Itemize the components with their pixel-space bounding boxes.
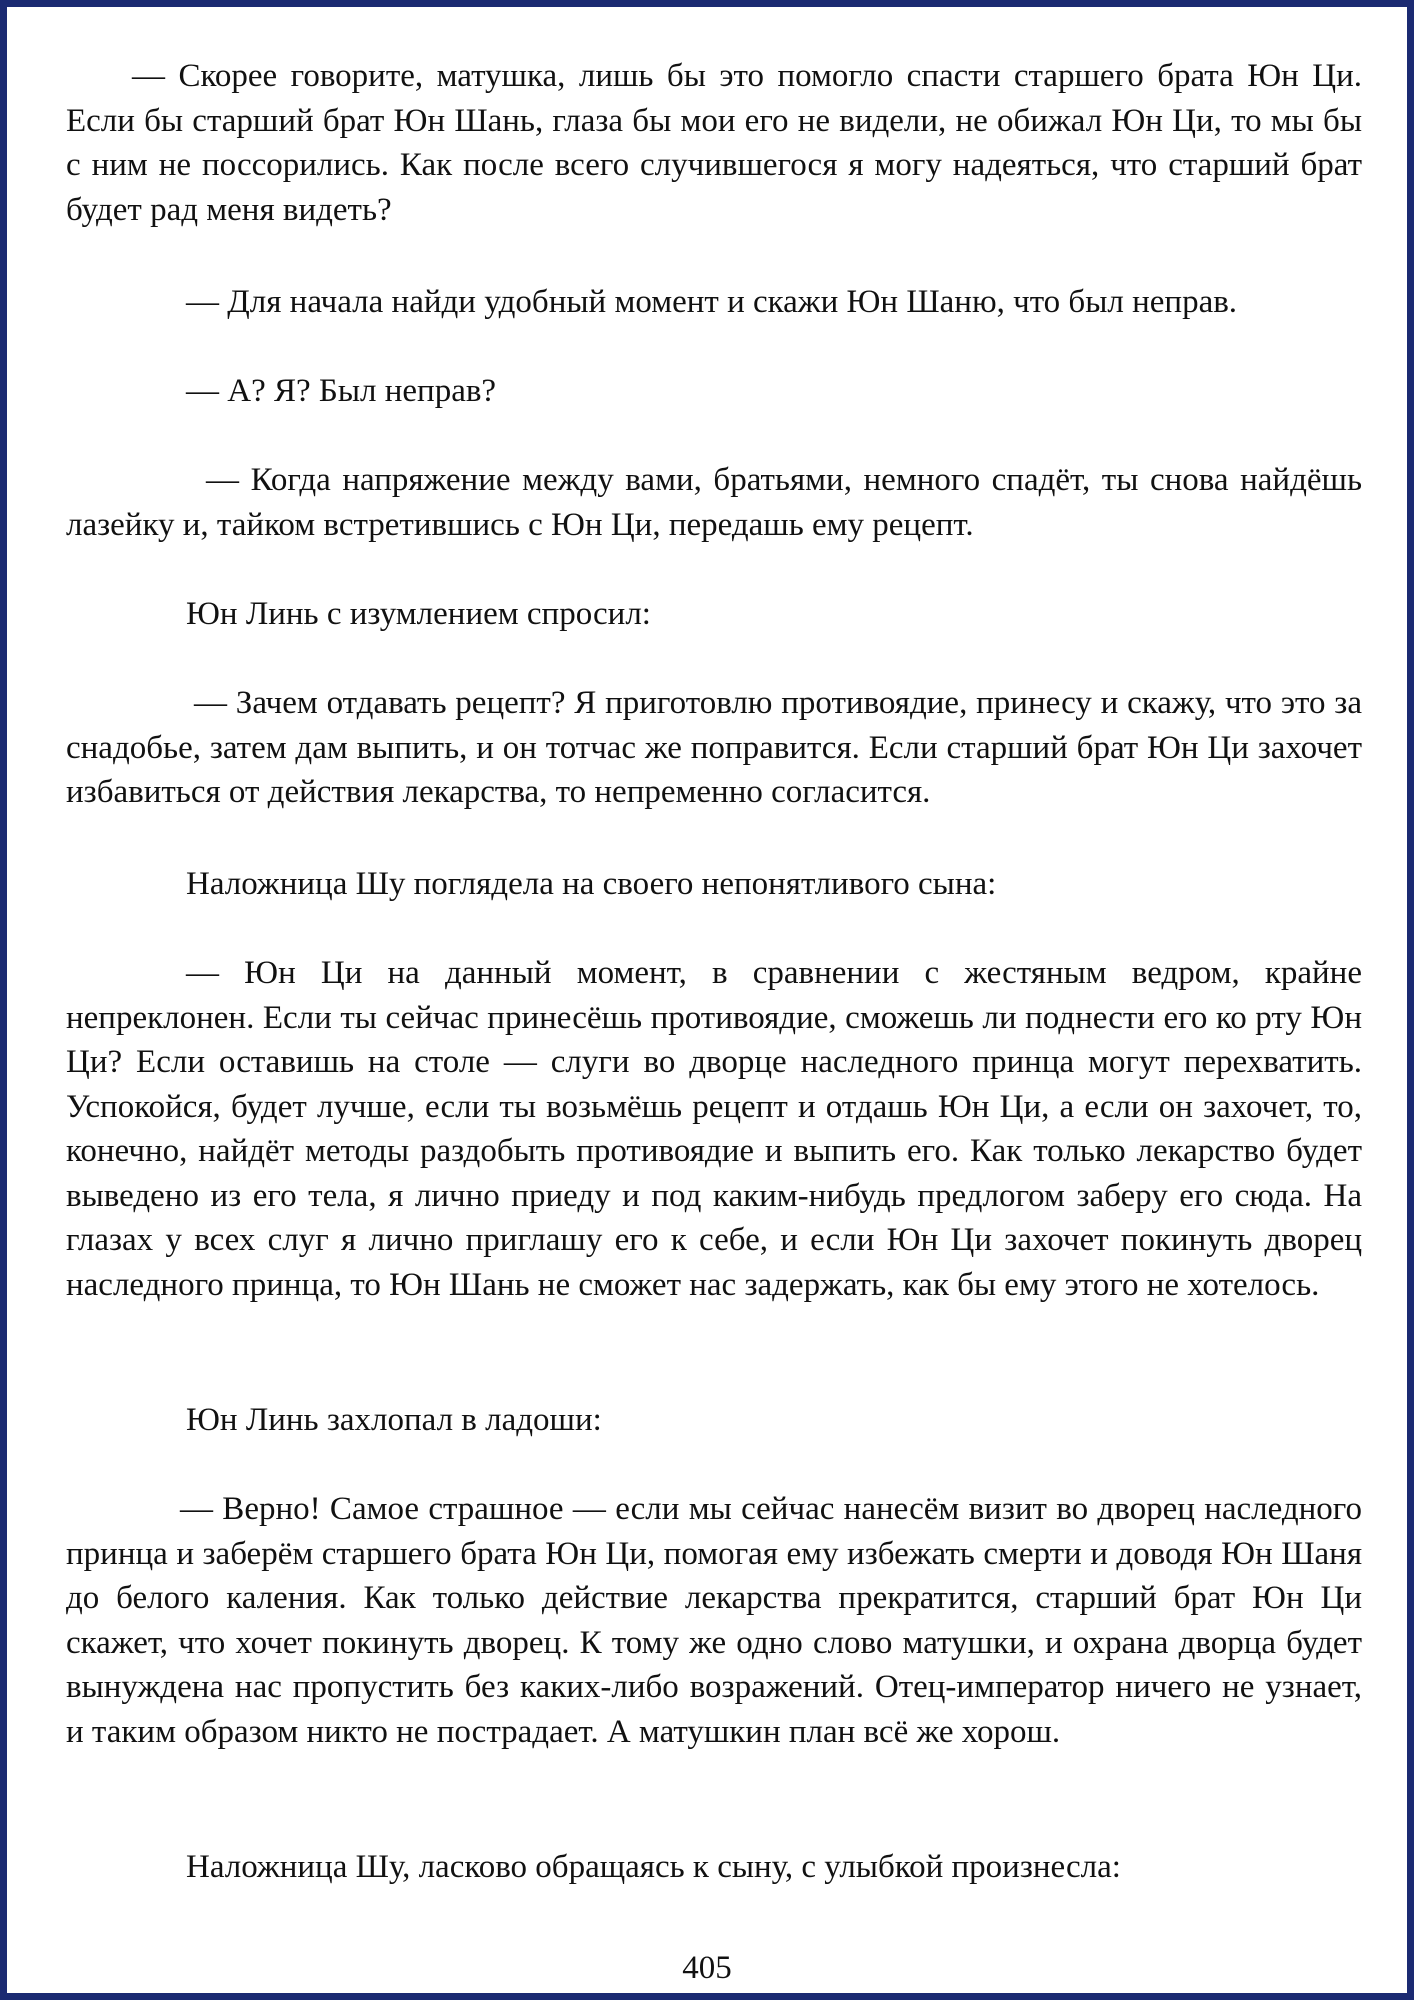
- paragraph: — Скорее говорите, матушка, лишь бы это помогло спасти старшего брата Юн Ци. Если бы старший брат Юн Шань, глаза бы мои его не видели, не обижал Юн Ци, то мы бы с ним не поссорились. Как после всего случившегося я могу надеяться, что старший брат будет рад меня видеть?: [66, 58, 1362, 228]
- paragraph: — Для начала найди удобный момент и скажи Юн Шаню, что был неправ.: [186, 284, 1238, 320]
- paragraph: Наложница Шу, ласково обращаясь к сыну, с улыбкой произнесла:: [186, 1849, 1121, 1885]
- paragraph: — А? Я? Был неправ?: [186, 373, 497, 409]
- page-number: 405: [682, 1950, 732, 1986]
- paragraph: — Когда напряжение между вами, братьями, немного спадёт, ты снова найдёшь лазейку и, тайком встретившись с Юн Ци, передашь ему рецепт.: [66, 462, 1362, 543]
- paragraph: — Зачем отдавать рецепт? Я приготовлю противоядие, принесу и скажу, что это за снадобье, затем дам выпить, и он тотчас же поправится. Если старший брат Юн Ци захочет избавиться от действия лекарства, то непременно согласится.: [66, 685, 1362, 810]
- paragraph: — Верно! Самое страшное — если мы сейчас нанесём визит во дворец наследного принца и заберём старшего брата Юн Ци, помогая ему избежать смерти и доводя Юн Шаня до белого каления. Как только действие лекарства прекратится, старший брат Юн Ци скажет, что хочет покинуть дворец. К тому же одно слово матушки, и охрана дворца будет вынуждена нас пропустить без каких-либо возражений. Отец-император ничего не узнает, и таким образом никто не пострадает. А матушкин план всё же хорош.: [66, 1491, 1362, 1750]
- paragraph: Юн Линь с изумлением спросил:: [186, 596, 651, 632]
- paragraph: — Юн Ци на данный момент, в сравнении с жестяным ведром, крайне непреклонен. Если ты сейчас принесёшь противоядие, сможешь ли поднести его ко рту Юн Ци? Если оставишь на столе — слуги во дворце наследного принца могут перехватить. Успокойся, будет лучше, если ты возьмёшь рецепт и отдашь Юн Ци, а если он захочет, то, конечно, найдёт методы раздобыть противоядие и выпить его. Как только лекарство будет выведено из его тела, я лично приеду и под каким-нибудь предлогом заберу его сюда. На глазах у всех слуг я лично приглашу его к себе, и если Юн Ци захочет покинуть дворец наследного принца, то Юн Шань не сможет нас задержать, как бы ему этого не хотелось.: [66, 955, 1362, 1303]
- paragraph: Наложница Шу поглядела на своего непонятливого сына:: [186, 866, 997, 902]
- paragraph: Юн Линь захлопал в ладоши:: [186, 1402, 602, 1438]
